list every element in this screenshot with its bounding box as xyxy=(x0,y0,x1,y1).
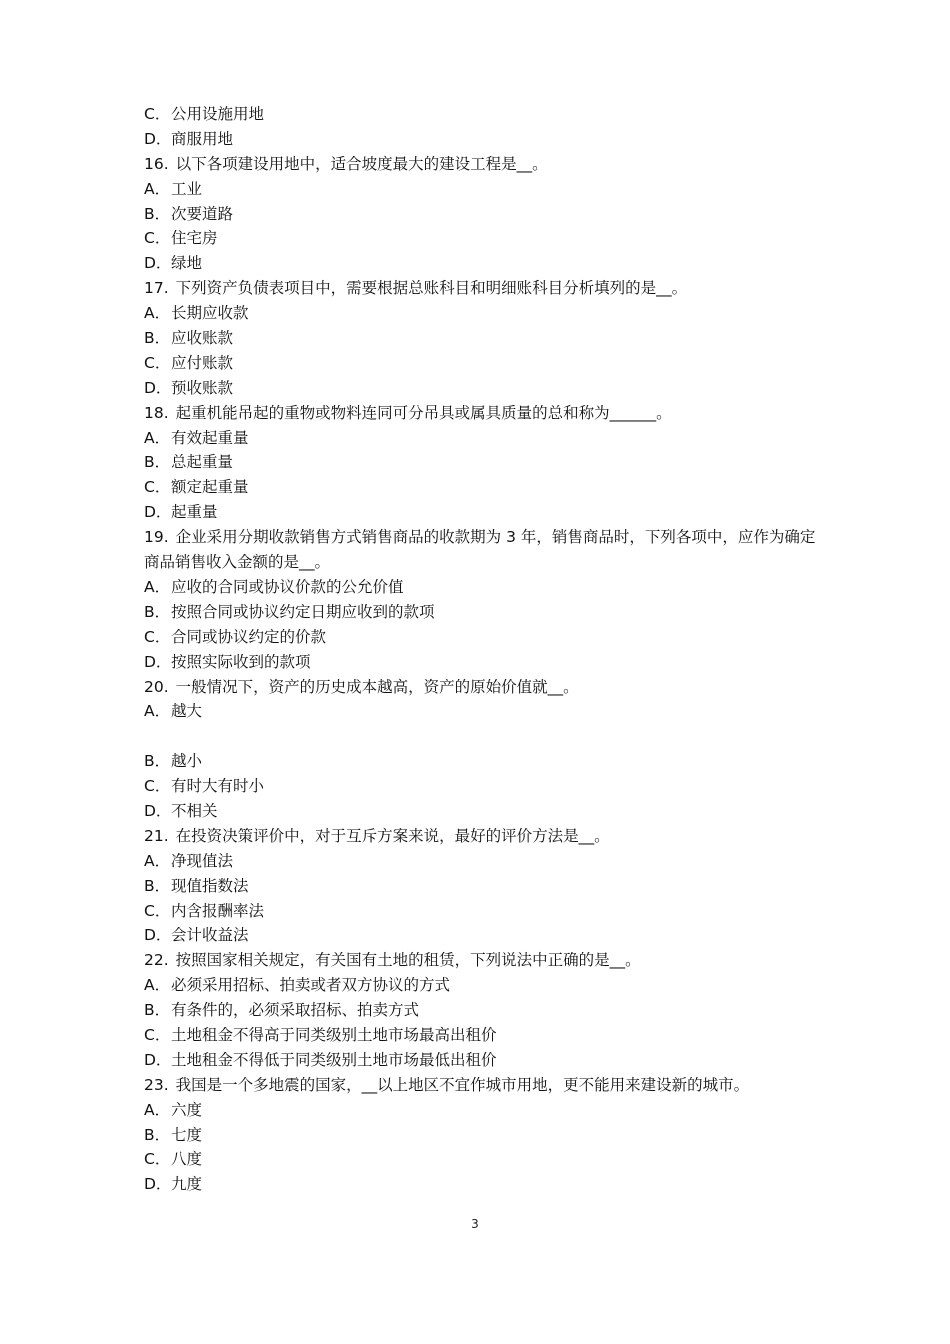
question-22 xyxy=(144,948,824,973)
option-text: 六度 xyxy=(171,1100,203,1119)
option-letter: D． xyxy=(144,801,172,820)
option-letter: D． xyxy=(144,129,172,148)
option-item xyxy=(144,475,824,500)
question-number: 16. xyxy=(144,154,169,173)
option-letter: B． xyxy=(144,1001,171,1020)
question-20 xyxy=(144,675,824,700)
option-text: 长期应收款 xyxy=(171,304,249,323)
option-letter: C． xyxy=(144,901,171,920)
option-text: 净现值法 xyxy=(171,851,234,870)
option-text: 应收的合同或协议价款的公允价值 xyxy=(171,577,404,596)
option-text: 会计收益法 xyxy=(171,926,249,945)
option-letter: A． xyxy=(144,851,171,870)
page-number: 3 xyxy=(471,1217,479,1231)
option-text: 次要道路 xyxy=(171,204,234,223)
option-text: 公用设施用地 xyxy=(171,105,265,123)
option-letter: A． xyxy=(144,976,171,995)
option-item xyxy=(144,426,824,451)
question-number: 23. xyxy=(144,1075,169,1094)
option-text: 必须采用招标、拍卖或者双方协议的方式 xyxy=(171,976,451,995)
option-letter: C． xyxy=(144,1025,171,1044)
option-text: 总起重量 xyxy=(171,453,234,472)
question-text: 企业采用分期收款销售方式销售商品的收款期为 3 年，销售商品时，下列各项中，应作为确定商品销售收入金额的是__。 xyxy=(144,528,816,572)
option-letter: C． xyxy=(144,777,171,796)
option-letter: B． xyxy=(144,752,171,771)
option-letter: C． xyxy=(144,105,171,123)
option-letter: A． xyxy=(144,428,171,447)
option-letter: A． xyxy=(144,702,171,721)
question-list xyxy=(144,102,824,1197)
option-item xyxy=(144,450,824,475)
option-item xyxy=(144,1172,824,1197)
question-text: 下列资产负债表项目中，需要根据总账科目和明细账科目分析填列的是__。 xyxy=(175,279,688,298)
option-item xyxy=(144,127,824,152)
option-letter: D． xyxy=(144,926,172,945)
option-text: 土地租金不得高于同类级别土地市场最高出租价 xyxy=(171,1025,497,1044)
option-text: 工业 xyxy=(171,179,203,198)
option-letter: A． xyxy=(144,304,171,323)
option-text: 合同或协议约定的价款 xyxy=(171,627,327,646)
question-text: 起重机能吊起的重物或物料连同可分吊具或属具质量的总和称为______。 xyxy=(175,403,672,422)
option-item xyxy=(144,351,824,376)
option-letter: B． xyxy=(144,329,171,348)
option-item xyxy=(144,600,824,625)
option-item xyxy=(144,575,824,600)
option-letter: D． xyxy=(144,254,172,273)
option-text: 七度 xyxy=(171,1125,203,1144)
option-item xyxy=(144,625,824,650)
option-text: 商服用地 xyxy=(171,129,234,148)
option-letter: D． xyxy=(144,1050,172,1069)
option-item xyxy=(144,998,824,1023)
option-item xyxy=(144,849,824,874)
question-19 xyxy=(144,525,824,575)
option-letter: B． xyxy=(144,1125,171,1144)
question-text: 按照国家相关规定，有关国有土地的租赁，下列说法中正确的是__。 xyxy=(175,951,641,970)
option-letter: B． xyxy=(144,876,171,895)
option-text: 八度 xyxy=(171,1150,203,1169)
option-text: 按照合同或协议约定日期应收到的款项 xyxy=(171,602,435,621)
question-number: 22. xyxy=(144,951,169,970)
option-item xyxy=(144,500,824,525)
option-item xyxy=(144,226,824,251)
option-letter: C． xyxy=(144,1150,171,1169)
option-item xyxy=(144,102,824,127)
option-letter: B． xyxy=(144,204,171,223)
option-text: 绿地 xyxy=(171,254,203,273)
option-text: 按照实际收到的款项 xyxy=(171,652,311,671)
option-letter: D． xyxy=(144,378,172,397)
option-letter: B． xyxy=(144,453,171,472)
option-item xyxy=(144,1147,824,1172)
option-text: 住宅房 xyxy=(171,229,218,248)
option-text: 有时大有时小 xyxy=(171,777,265,796)
option-letter: D． xyxy=(144,503,172,522)
question-text: 一般情况下，资产的历史成本越高，资产的原始价值就__。 xyxy=(175,677,579,696)
option-item xyxy=(144,1123,824,1148)
option-letter: B． xyxy=(144,602,171,621)
question-text: 我国是一个多地震的国家，__以上地区不宜作城市用地，更不能用来建设新的城市。 xyxy=(175,1075,750,1094)
option-item xyxy=(144,301,824,326)
option-item xyxy=(144,177,824,202)
question-number: 20. xyxy=(144,677,169,696)
option-text: 现值指数法 xyxy=(171,876,249,895)
option-item xyxy=(144,202,824,227)
question-number: 21. xyxy=(144,826,169,845)
question-21 xyxy=(144,824,824,849)
option-item xyxy=(144,326,824,351)
option-item xyxy=(144,923,824,948)
question-23 xyxy=(144,1073,824,1098)
option-text: 不相关 xyxy=(171,801,218,820)
option-text: 有条件的，必须采取招标、拍卖方式 xyxy=(171,1001,420,1020)
option-text: 应收账款 xyxy=(171,329,234,348)
option-item xyxy=(144,749,824,774)
option-letter: A． xyxy=(144,1100,171,1119)
option-item xyxy=(144,650,824,675)
option-letter: C． xyxy=(144,627,171,646)
question-17 xyxy=(144,276,824,301)
option-item xyxy=(144,799,824,824)
option-letter: C． xyxy=(144,229,171,248)
option-letter: A． xyxy=(144,577,171,596)
option-item xyxy=(144,1023,824,1048)
question-number: 18. xyxy=(144,403,169,422)
option-text: 额定起重量 xyxy=(171,478,249,497)
option-item xyxy=(144,1048,824,1073)
option-text: 预收账款 xyxy=(171,378,234,397)
option-text: 有效起重量 xyxy=(171,428,249,447)
option-text: 内含报酬率法 xyxy=(171,901,265,920)
option-item xyxy=(144,376,824,401)
option-letter: C． xyxy=(144,353,171,372)
option-item xyxy=(144,699,824,724)
option-letter: D． xyxy=(144,1175,172,1194)
question-text: 以下各项建设用地中，适合坡度最大的建设工程是__。 xyxy=(175,154,548,173)
option-text: 九度 xyxy=(171,1175,203,1194)
blank-line xyxy=(144,724,824,749)
option-item xyxy=(144,973,824,998)
option-item xyxy=(144,1098,824,1123)
option-item xyxy=(144,899,824,924)
option-item xyxy=(144,874,824,899)
option-item xyxy=(144,774,824,799)
option-text: 土地租金不得低于同类级别土地市场最低出租价 xyxy=(171,1050,497,1069)
question-16 xyxy=(144,152,824,177)
option-letter: D． xyxy=(144,652,172,671)
question-18 xyxy=(144,401,824,426)
question-text: 在投资决策评价中，对于互斥方案来说，最好的评价方法是__。 xyxy=(175,826,610,845)
option-letter: A． xyxy=(144,179,171,198)
option-letter: C． xyxy=(144,478,171,497)
question-number: 19. xyxy=(144,528,169,547)
question-number: 17. xyxy=(144,279,169,298)
option-text: 越小 xyxy=(171,752,203,771)
option-text: 越大 xyxy=(171,702,203,721)
option-text: 起重量 xyxy=(171,503,218,522)
option-text: 应付账款 xyxy=(171,353,234,372)
option-item xyxy=(144,251,824,276)
